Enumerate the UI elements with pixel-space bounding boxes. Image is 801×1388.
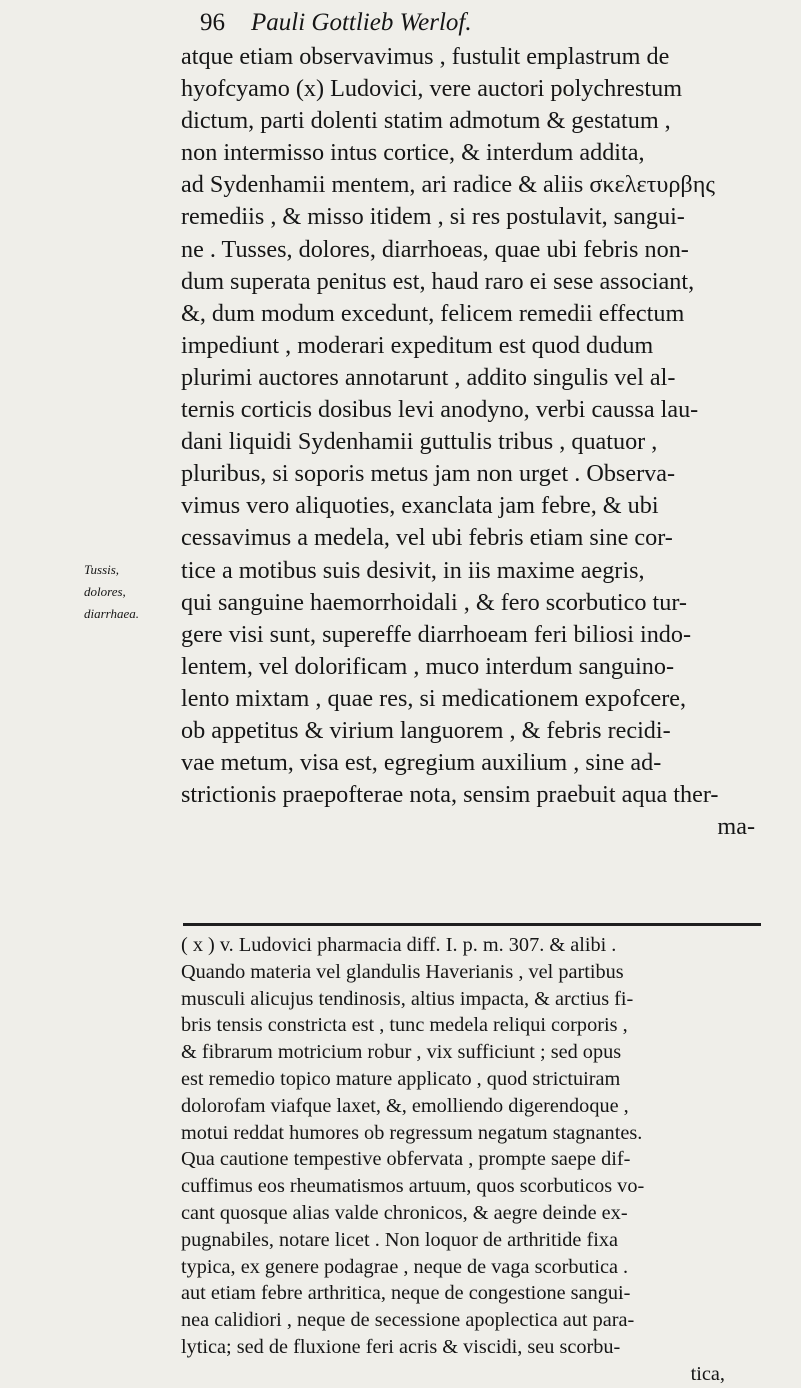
page-number: 96 <box>200 9 225 36</box>
text-line: lento mixtam , quae res, si medicationem expofcere, <box>181 684 687 712</box>
footnote-rule <box>183 923 761 926</box>
main-text <box>181 41 763 843</box>
text-line: ad Sydenhamii mentem, ari radice & aliis σκελετυρβης <box>181 171 715 199</box>
text-line: remediis , & misso itidem , si res postulavit, sangui- <box>181 203 685 231</box>
footnote-line: lytica; sed de fluxione feri acris & viscidi, seu scorbu- <box>181 1335 621 1358</box>
footnote-line: pugnabiles, notare licet . Non loquor de arthritide fixa <box>181 1228 619 1251</box>
text-line: cessavimus a medela, vel ubi febris etiam sine cor- <box>181 524 673 552</box>
footnote-line: ( x ) v. Ludovici pharmacia diff. I. p. m. 307. & alibi . <box>181 934 617 956</box>
text-line: dani liquidi Sydenhamii guttulis tribus , quatuor , <box>181 428 658 456</box>
text-line: &, dum modum excedunt, felicem remedii effectum <box>181 299 685 327</box>
margin-note-line: dolores, <box>84 584 126 599</box>
text-line: ternis corticis dosibus levi anodyno, verbi caussa lau- <box>181 396 699 424</box>
footnote-line: nea calidiori , neque de secessione apoplectica aut para- <box>181 1309 635 1332</box>
footnote <box>181 932 765 1388</box>
footnote-line: est remedio topico mature applicato , quod strictuiram <box>181 1067 621 1090</box>
text-line: lentem, vel dolorificam , muco interdum sanguino- <box>181 652 675 680</box>
footnote-line: dolorofam viafque laxet, &, emolliendo digerendoque , <box>181 1094 629 1117</box>
running-header <box>200 6 760 40</box>
text-line: strictionis praepofterae nota, sensim praebuit aqua ther- <box>181 781 719 809</box>
footnote-line: Qua cautione tempestive obfervata , prompte saepe dif- <box>181 1148 631 1171</box>
margin-note <box>84 559 154 625</box>
text-line: tice a motibus suis desivit, in iis maxime aegris, <box>181 556 645 584</box>
text-line: non intermisso intus cortice, & interdum addita, <box>181 139 645 167</box>
text-line: ob appetitus & virium languorem , & febris recidi- <box>181 716 671 744</box>
footnote-line: bris tensis constricta est , tunc medela reliqui corporis , <box>181 1014 628 1037</box>
footnote-line: musculi alicujus tendinosis, altius impacta, & arctius fi- <box>181 987 634 1010</box>
footnote-line: aut etiam febre arthritica, neque de congestione sangui- <box>181 1282 631 1305</box>
text-line: ne . Tusses, dolores, diarrhoeas, quae ubi febris non- <box>181 235 689 263</box>
footnote-line: cant quosque alias valde chronicos, & aegre deinde ex- <box>181 1201 628 1224</box>
running-title: Pauli Gottlieb Werlof. <box>251 9 472 36</box>
catchword: ma- <box>717 813 755 841</box>
text-line: plurimi auctores annotarunt , addito singulis vel al- <box>181 363 676 391</box>
text-line: hyofcyamo (x) Ludovici, vere auctori polychrestum <box>181 75 683 103</box>
footnote-line: & fibrarum motricium robur , vix sufficiunt ; sed opus <box>181 1041 622 1064</box>
footnote-line: typica, ex genere podagrae , neque de vaga scorbutica . <box>181 1255 629 1278</box>
margin-note-line: Tussis, <box>84 562 120 577</box>
text-line: dum superata penitus est, haud raro ei sese associant, <box>181 267 695 295</box>
text-line: vae metum, visa est, egregium auxilium , sine ad- <box>181 749 662 777</box>
text-line: impediunt , moderari expeditum est quod dudum <box>181 331 654 359</box>
footnote-line: Quando materia vel glandulis Haverianis , vel partibus <box>181 960 624 983</box>
text-line: gere visi sunt, supereffe diarrhoeam feri biliosi indo- <box>181 620 692 648</box>
margin-note-line: diarrhaea. <box>84 606 140 621</box>
text-line: qui sanguine haemorrhoidali , & fero scorbutico tur- <box>181 588 687 616</box>
text-line: dictum, parti dolenti statim admotum & gestatum , <box>181 107 671 135</box>
footnote-line: motui reddat humores ob regressum negatum stagnantes. <box>181 1121 643 1144</box>
text-line: atque etiam observavimus , fustulit emplastrum de <box>181 43 670 70</box>
text-line: vimus vero aliquoties, exanclata jam febre, & ubi <box>181 492 659 520</box>
footnote-line: tica, <box>690 1362 725 1385</box>
footnote-line: cuffimus eos rheumatismos artuum, quos scorbuticos vo- <box>181 1175 645 1198</box>
text-line: pluribus, si soporis metus jam non urget . Observa- <box>181 460 676 488</box>
